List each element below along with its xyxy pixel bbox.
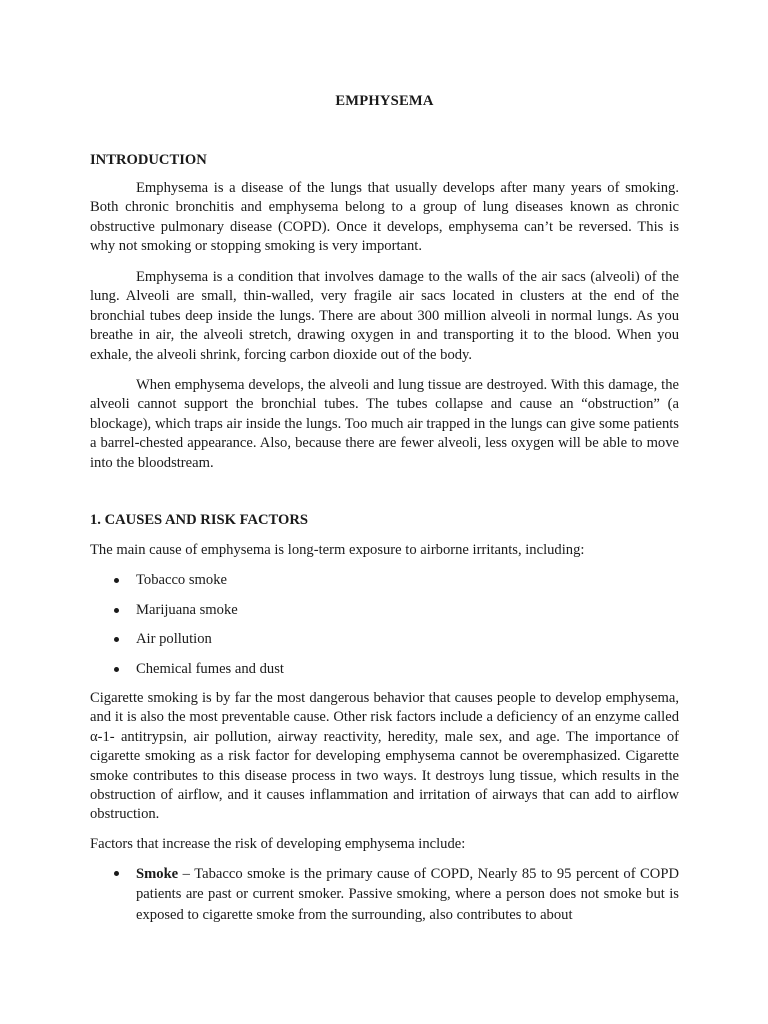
intro-paragraph-3: When emphysema develops, the alveoli and lung tissue are destroyed. With this damage, the alveoli cannot support the bronchial tubes. The tubes collapse and cause an “obstruction” (a blockage), which traps air inside the lungs. Too much air trapped in the lungs can give some patients a barrel-chested appearance. Also, because there are fewer alveoli, less oxygen will be able to move into the bloodstream. — [90, 377, 679, 471]
factor-term: Smoke — [136, 866, 179, 882]
list-item: Chemical fumes and dust — [90, 660, 679, 690]
smoking-paragraph: Cigarette smoking is by far the most dangerous behavior that causes people to develop emphysema, and it is also the most preventable cause. Other risk factors include a deficiency of an enzyme called α-1- antitrypsin, air pollution, airway reactivity, heredity, male sex, and age. The importance of cigarette smoking as a risk factor for developing emphysema cannot be overemphasized. Cigarette smoke contributes to this disease process in two ways. It destroys lung tissue, which results in the obstruction of airflow, and it causes inflammation and irritation of airways that can add to airflow obstruction. — [90, 690, 679, 823]
bullet-icon — [114, 667, 119, 672]
document-title: EMPHYSEMA — [335, 93, 434, 109]
irritants-list — [90, 571, 679, 689]
bullet-icon — [114, 637, 119, 642]
intro-paragraph-2: Emphysema is a condition that involves damage to the walls of the air sacs (alveoli) of the lung. Alveoli are small, thin-walled, very fragile air sacs located in clusters at the end of the bronchial tubes deep inside the lungs. There are about 300 million alveoli in normal lungs. As you breathe in air, the alveoli stretch, drawing oxygen in and transporting it to the blood. When you exhale, the alveoli shrink, forcing carbon dioxide out of the body. — [90, 269, 679, 363]
bullet-icon — [114, 578, 119, 583]
causes-lead: The main cause of emphysema is long-term exposure to airborne irritants, including: — [90, 542, 585, 558]
causes-heading: 1. CAUSES AND RISK FACTORS — [90, 512, 309, 528]
bullet-icon — [114, 871, 119, 876]
factors-lead: Factors that increase the risk of developing emphysema include: — [90, 836, 466, 852]
bullet-icon — [114, 608, 119, 613]
introduction-heading: INTRODUCTION — [90, 152, 207, 168]
list-item: Marijuana smoke — [90, 601, 679, 631]
intro-paragraph-1: Emphysema is a disease of the lungs that usually develops after many years of smoking. Both chronic bronchitis and emphysema belong to a group of lung diseases known as chronic obstructive pulmonary disease (COPD). Once it develops, emphysema can’t be reversed. This is why not smoking or stopping smoking is very important. — [90, 180, 679, 255]
factor-item-smoke — [90, 864, 679, 925]
factor-text: – Tabacco smoke is the primary cause of COPD, Nearly 85 to 95 percent of COPD patients are past or current smoker. Passive smoking, where a person does not smoke but is exposed to cigarette smoke from the surrounding, also contributes to about — [136, 866, 679, 923]
list-item: Air pollution — [90, 630, 679, 660]
list-item: Tobacco smoke — [90, 571, 679, 601]
